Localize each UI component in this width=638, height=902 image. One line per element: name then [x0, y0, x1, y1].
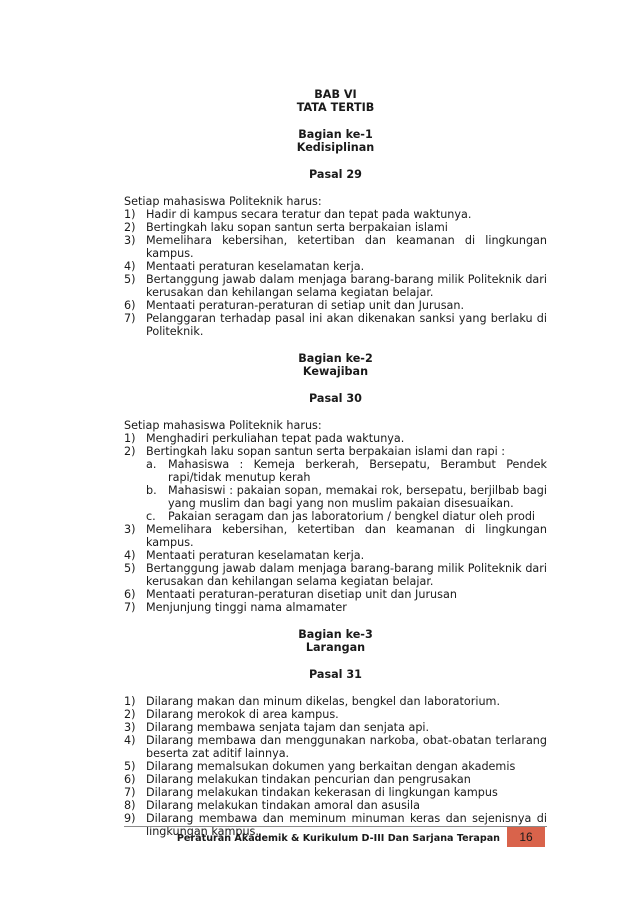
- section-1-name: Kedisiplinan: [296, 141, 375, 154]
- section-1-article: Pasal 29: [309, 168, 362, 181]
- list-item: 3) Memelihara kebersihan, ketertiban dan keamanan di lingkungan kampus.: [124, 234, 547, 260]
- list-item: 1) Menghadiri perkuliahan tepat pada waktunya.: [124, 432, 405, 445]
- list-item: 4) Mentaati peraturan keselamatan kerja.: [124, 549, 365, 562]
- list-item: 9) Dilarang membawa dan meminum minuman keras dan sejenisnya di lingkungan kampus.: [124, 812, 547, 838]
- list-item: 2) Bertingkah laku sopan santun serta berpakaian islami dan rapi : a. Mahasiswa : Kemeja berkerah, Bersepatu, Berambut Pendek rapi/tidak menutup kerah b. Mahasiswi : pakaian sopan, memakai rok, bersepatu, berjilbab bagi yang muslim dan bagi yang non muslim pakaian disesuaikan. c. Pakaian seragam dan jas laboratorium / bengkel diatur oleh prodi: [124, 445, 547, 523]
- dress-code-sublist: [146, 458, 547, 523]
- list-item: 2) Dilarang merokok di area kampus.: [124, 708, 339, 721]
- list-item: 1) Hadir di kampus secara teratur dan tepat pada waktunya.: [124, 208, 472, 221]
- page-number: 16: [507, 827, 545, 847]
- section-1-part: Bagian ke-1: [298, 128, 373, 141]
- list-item: 7) Menjunjung tinggi nama almamater: [124, 601, 347, 614]
- section-3-name: Larangan: [305, 641, 366, 654]
- section-3-list: [124, 695, 547, 838]
- chapter-title: BAB VI: [314, 88, 357, 101]
- page-content: [124, 88, 547, 838]
- list-item: 1) Dilarang makan dan minum dikelas, bengkel dan laboratorium.: [124, 695, 501, 708]
- sub-list-item: c. Pakaian seragam dan jas laboratorium / bengkel diatur oleh prodi: [146, 510, 536, 523]
- list-item: 2) Bertingkah laku sopan santun serta berpakaian islami: [124, 221, 448, 234]
- footer-title: Peraturan Akademik & Kurikulum D-III Dan Sarjana Terapan: [176, 833, 500, 844]
- list-item: 6) Mentaati peraturan-peraturan disetiap unit dan Jurusan: [124, 588, 457, 601]
- list-item: 3) Dilarang membawa senjata tajam dan senjata api.: [124, 721, 430, 734]
- section-1-intro: Setiap mahasiswa Politeknik harus:: [124, 195, 322, 208]
- list-item: 8) Dilarang melakukan tindakan amoral dan asusila: [124, 799, 420, 812]
- list-item: 6) Dilarang melakukan tindakan pencurian dan pengrusakan: [124, 773, 471, 786]
- section-2-intro: Setiap mahasiswa Politeknik harus:: [124, 419, 322, 432]
- section-2-part: Bagian ke-2: [298, 352, 373, 365]
- section-2-name: Kewajiban: [302, 365, 369, 378]
- list-item: 4) Mentaati peraturan keselamatan kerja.: [124, 260, 365, 273]
- section-2-article: Pasal 30: [309, 392, 362, 405]
- section-3-article: Pasal 31: [309, 668, 362, 681]
- section-1-list: [124, 208, 547, 338]
- list-item: 5) Dilarang memalsukan dokumen yang berkaitan dengan akademis: [124, 760, 516, 773]
- footer-divider: [124, 826, 547, 827]
- chapter-subtitle: TATA TERTIB: [296, 101, 375, 114]
- sub-list-item: a. Mahasiswa : Kemeja berkerah, Bersepatu, Berambut Pendek rapi/tidak menutup kerah: [146, 458, 547, 484]
- list-item: 5) Bertanggung jawab dalam menjaga barang-barang milik Politeknik dari kerusakan dan kehilangan selama kegiatan belajar.: [124, 562, 547, 588]
- list-item: 7) Dilarang melakukan tindakan kekerasan di lingkungan kampus: [124, 786, 498, 799]
- list-item: 6) Mentaati peraturan-peraturan di setiap unit dan Jurusan.: [124, 299, 465, 312]
- list-item: 3) Memelihara kebersihan, ketertiban dan keamanan di lingkungan kampus.: [124, 523, 547, 549]
- list-item: 4) Dilarang membawa dan menggunakan narkoba, obat-obatan terlarang beserta zat aditif lainnya.: [124, 734, 547, 760]
- section-2-list: [124, 432, 547, 614]
- sub-list-item: b. Mahasiswi : pakaian sopan, memakai rok, bersepatu, berjilbab bagi yang muslim dan bagi yang non muslim pakaian disesuaikan.: [146, 484, 547, 510]
- list-item: 7) Pelanggaran terhadap pasal ini akan dikenakan sanksi yang berlaku di Politeknik.: [124, 312, 547, 338]
- section-3-part: Bagian ke-3: [298, 628, 373, 641]
- list-item: 5) Bertanggung jawab dalam menjaga barang-barang milik Politeknik dari kerusakan dan kehilangan selama kegiatan belajar.: [124, 273, 547, 299]
